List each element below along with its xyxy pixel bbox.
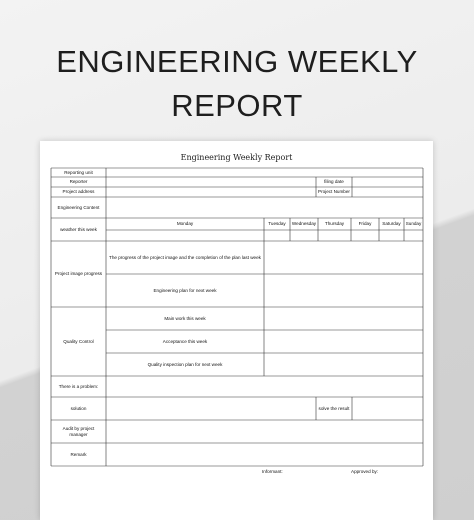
label-solve-result: solve the result — [318, 405, 350, 411]
label-engineering-content: Engineering Content — [57, 204, 100, 210]
day-friday: Friday — [358, 221, 372, 227]
label-quality-inspection-plan: Quality inspection plan for next week — [147, 361, 223, 367]
headline-line-2: REPORT — [171, 88, 303, 123]
label-main-work: Main work this week — [164, 315, 206, 321]
day-monday: Monday — [176, 221, 194, 227]
label-project-address: Project address — [62, 189, 95, 195]
day-wednesday: Wednesday — [291, 221, 317, 227]
day-saturday: Saturday — [382, 221, 401, 227]
label-filing-date: filing date — [324, 179, 344, 185]
label-problem: There is a problem: — [58, 383, 99, 389]
label-informant: Informant: — [262, 468, 283, 474]
label-quality-control: Quality Control — [63, 338, 94, 344]
label-remark: Remark — [70, 451, 87, 457]
page-headline — [0, 40, 474, 128]
day-sunday: Sunday — [405, 221, 422, 227]
form-title: Engineering Weekly Report — [180, 153, 293, 162]
label-weather: weather this week — [60, 226, 97, 232]
label-acceptance: Acceptance this week — [162, 338, 208, 344]
label-progress-vs-plan: The progress of the project image and the completion of the plan last week — [109, 254, 261, 260]
label-reporter: Reporter — [69, 179, 88, 185]
label-solution: solution — [70, 405, 87, 411]
day-tuesday: Tuesday — [268, 221, 286, 227]
label-reporting-unit: Reporting unit — [64, 169, 93, 175]
headline-line-1: ENGINEERING WEEKLY — [56, 44, 418, 79]
report-form-sheet — [40, 141, 433, 520]
label-approved-by: Approved by: — [351, 468, 379, 474]
label-plan-next-week: Engineering plan for next week — [153, 287, 217, 293]
label-project-image-progress: Project image progress — [54, 271, 103, 277]
label-audit: Audit by project manager — [62, 426, 95, 437]
day-thursday: Thursday — [324, 221, 345, 227]
label-project-number: Project Number — [318, 189, 350, 195]
